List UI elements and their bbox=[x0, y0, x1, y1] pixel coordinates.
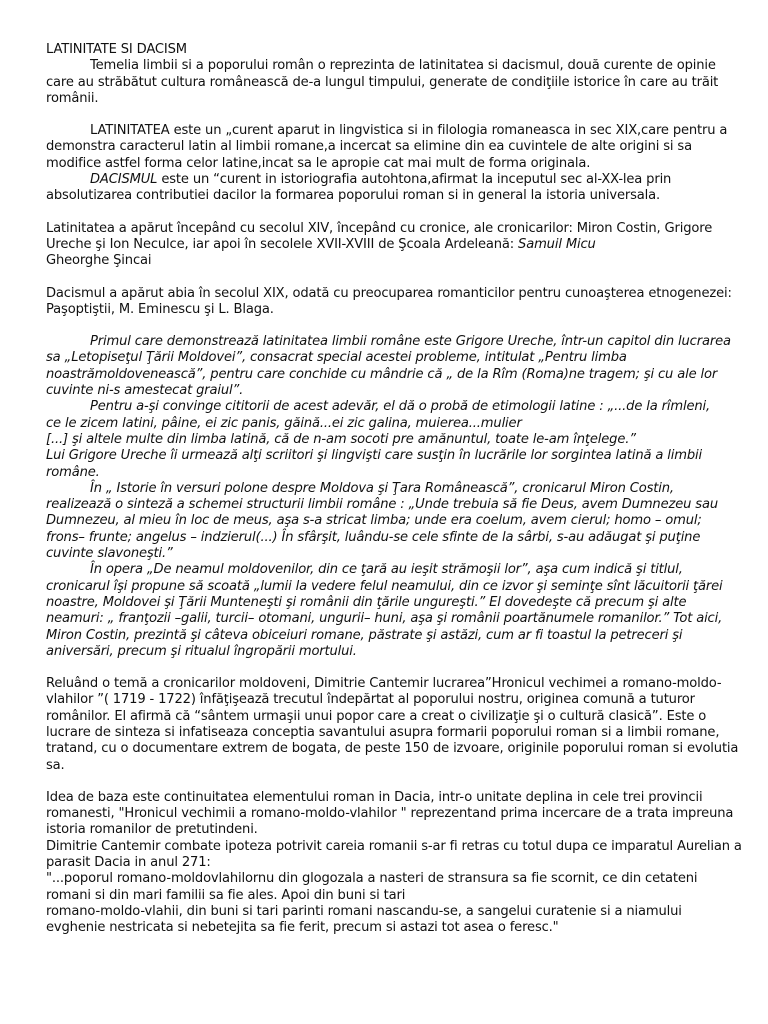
cantemir-paragraph-1: Reluând o temă a cronicarilor moldoveni, Dimitrie Cantemir lucrarea”Hronicul vechimei a romano-moldo-vlahilor ”( 1719 - 1722) înfăţişează trecutul îndepărtat al poporului nostru, originea comună a tuturor românilor. El afirmă că “sântem urmaşii unui popor care a creat o civilizaţie şi o cultură clasică”. Este o lucrare de sinteza si infatiseaza conceptia savantului asupra formarii poporului roman si a limbii romane, tratand, cu o documentare extrem de bogata, de peste 150 de izvoare, originile poporului roman si evolutia sa. bbox=[46, 676, 739, 773]
costin-paragraph-2: În opera „De neamul moldovenilor, din ce ţară au ieşit strămoşii lor”, aşa cum indică şi titlul, cronicarul îşi propune să scoată „lumii la vedere felul neamului, din ce izvor şi seminţe sînt lăcuitorii ţărei noastre, Moldovei şi Ţării Munteneşti şi românii din ţările ungureşti.” El dovedeşte că precum şi alte neamuri: „ franţozii –galii, turcii– otomani, ungurii– huni, aşa şi românii poartănumele romanilor.” Tot aici, Miron Costin, prezintă şi câteva obiceiuri romane, păstrate şi astăzi, cum ar fi toastul la petreceri şi aniversări, precum şi ritualul îngropării mortului. bbox=[46, 562, 723, 659]
dacismul-history: Dacismul a apărut abia în secolul XIX, odată cu preocuparea romanticilor pentru cunoaşterea etnogenezei: Paşoptiştii, M. Eminescu şi L. Blaga. bbox=[46, 285, 732, 317]
costin-paragraph-1: În „ Istorie în versuri polone despre Moldova şi Ţara Românească”, cronicarul Miron Costin, realizează o sinteză a schemei structurii limbii române : „Unde trebuia să fie Deus, avem Dumnezeu sau bbox=[46, 480, 718, 513]
spacer bbox=[46, 205, 742, 221]
spacer bbox=[46, 318, 742, 334]
document-title: LATINITATE SI DACISM bbox=[46, 42, 187, 57]
latinitatea-history bbox=[46, 221, 742, 254]
dacismul-term: DACISMUL bbox=[90, 172, 158, 188]
ureche-followers: Lui Grigore Ureche îi urmează alţi scriitori şi lingvişti care susţin în lucrările lor sorgintea latină a limbii române. bbox=[46, 448, 702, 480]
dacismul-definition-text: este un “curent in istoriografia autohtona,afirmat la inceputul sec al-XX-lea prin absolutizarea contributiei dacilor la formarea poporului roman si in general la istoria universala. bbox=[46, 172, 672, 204]
samuil-micu: Samuil Micu bbox=[518, 236, 596, 252]
latinitatea-history-text: Latinitatea a apărut începând cu secolul XIV, începând cu cronice, ale cronicarilor: Miron Costin, Grigore Ureche şi Ion Neculce, iar apoi în secolele XVII-XVIII de Şcoala Ardeleană: bbox=[46, 220, 713, 252]
latinitatea-definition: LATINITATEA este un „curent aparut in lingvistica si in filologia romaneasca in sec XIX,care pentru a demonstra caracterul latin al limbii romane,a incercat sa elimine din ea cuvintele de alte origini si sa modifice astfel forma celor latine,incat sa le apropie cat mai mult de forma originala. bbox=[46, 123, 728, 171]
intro-paragraph: Temelia limbii si a poporului român o reprezinta de latinitatea si dacismul, două curente de opinie care au străbătut cultura românească de-a lungul timpului, generate de condiţiile istorice în care au trăit românii. bbox=[46, 58, 719, 106]
ureche-etymology-examples: ce le zicem latini, pâine, ei zic panis, găină...ei zic galina, muierea...mulier bbox=[46, 415, 522, 431]
spacer bbox=[46, 774, 742, 790]
ureche-etymology-intro: Pentru a-şi convinge cititorii de acest adevăr, el dă o probă de etimologii latine : „...de la rîmleni, bbox=[90, 399, 711, 415]
cantemir-quote-part-1: "...poporul romano-moldovlahilornu din glogozala a nasteri de stransura sa fie scornit, ce din cetateni romani si din mari familii sa fie ales. Apoi din buni si tari bbox=[46, 871, 698, 903]
spacer bbox=[46, 270, 742, 286]
cantemir-quote-part-2: romano-moldo-vlahii, din buni si tari parinti romani nascandu-se, a sangelui curatenie si a niamului evghenie nestricata si nebetejita sa fie ferit, precum si astazi tot asea o feresc." bbox=[46, 903, 682, 936]
cantemir-paragraph-2: Idea de baza este continuitatea elementului roman in Dacia, intr-o unitate deplina in cele trei provincii romanesti, "Hronicul vechimii a romano-moldo-vlahilor " reprezentand prima incercare de a trata impreuna istoria romanilor de pretutindeni. bbox=[46, 789, 734, 838]
spacer bbox=[46, 660, 742, 676]
spacer bbox=[46, 107, 742, 123]
ureche-paragraph: Primul care demonstrează latinitatea limbii române este Grigore Ureche, într-un capitol din lucrarea sa „Letopiseţul Ţării Moldovei”, consacrat special acestei probleme, intitulat „Pentru limba noastrămoldovenească”, pentru care conchide cu mândrie că „ de la Rîm (Roma)ne tragem; şi cu ale lor cuvinte ni-s amestecat graiul”. bbox=[46, 334, 731, 399]
gheorghe-sincai: Gheorghe Şincai bbox=[46, 253, 152, 269]
dacismul-definition bbox=[46, 172, 742, 205]
cantemir-paragraph-3: Dimitrie Cantemir combate ipoteza potrivit careia romanii s-ar fi retras cu totul dupa ce imparatul Aurelian a parasit Dacia in anul 271: bbox=[46, 838, 742, 871]
ureche-etymology-end: [...] şi altele multe din limba latină, că de n-am socoti pre amănuntul, toate le-am înţelege.” bbox=[46, 431, 636, 447]
costin-paragraph-1-continued: Dumnezeu, al mieu în loc de meus, aşa s-a stricat limba; unde era coelum, avem cierul; homo – omul; frons– frunte; angelus – indzierul(...) În sfârşit, luându-se cele sfinte de la sârbi, s-au adăugat şi puţine cuvinte slavoneşti.” bbox=[46, 513, 702, 562]
